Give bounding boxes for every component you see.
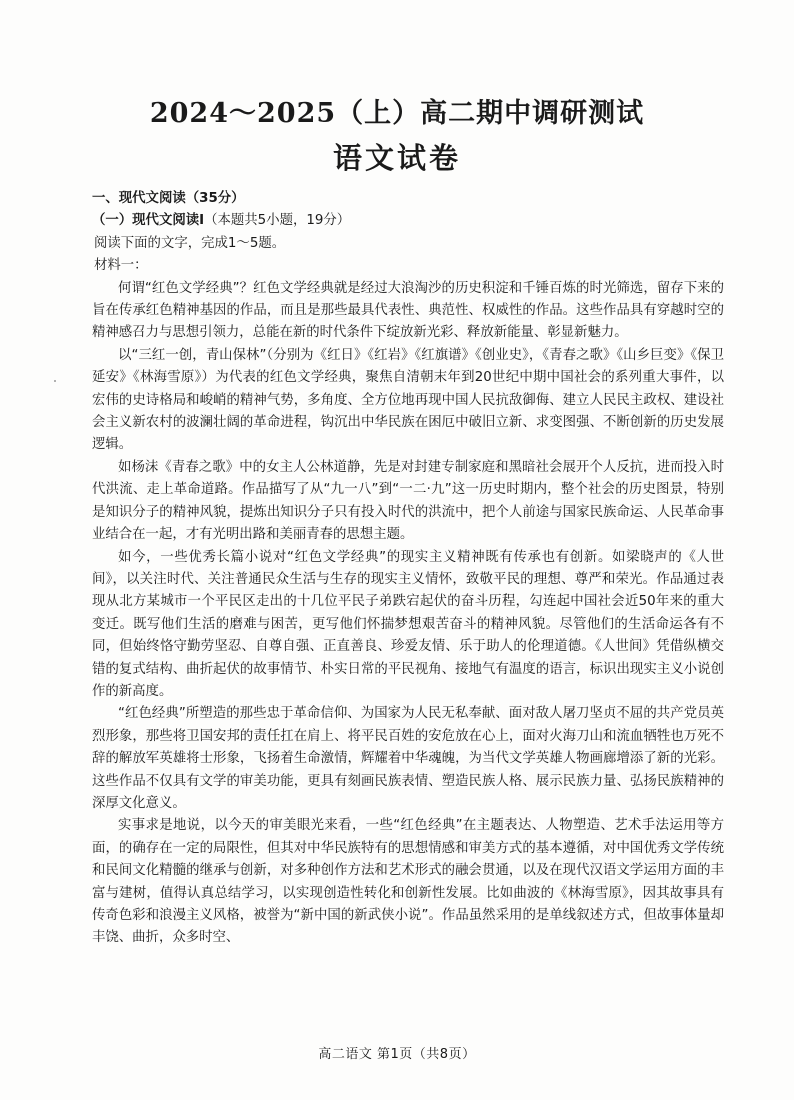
paragraph-6: 实事求是地说，以今天的审美眼光来看，一些“红色经典”在主题表达、人物塑造、艺术手法运用等方面，的确存在一定的局限性，但其对中华民族特有的思想情感和审美方式的基本遵循，对中国优秀文学传统和民间文化精髓的继承与创新，对多种创作方法和艺术形式的融会贯通，以及在现代汉语文学运用方面的丰富与建树，值得认真总结学习，以实现创造性转化和创新性发展。比如曲波的《林海雪原》，因其故事具有传奇色彩和浪漫主义风格，被誉为“新中国的新武侠小说”。作品虽然采用的是单线叙述方式，但故事体量却丰饶、曲折，众多时空、	[92, 818, 724, 946]
paragraph-5: “红色经典”所塑造的那些忠于革命信仰、为国家为人民无私奉献、面对敌人屠刀坚贞不屈的共产党员英烈形象，那些将卫国安邦的责任扛在肩上、将平民百姓的安危放在心上，面对火海刀山和流血牺牲也万死不辞的解放军英雄将士形象，飞扬着生命激情，辉耀着中华魂魄，为当代文学英雄人物画廊增添了新的光彩。这些作品不仅具有文学的审美功能，更具有刻画民族表情、塑造民族人格、展示民族力量、弘扬民族精神的深厚文化意义。	[92, 706, 724, 811]
exam-subtitle: 语文试卷	[332, 141, 461, 175]
material-label: 材料一：	[94, 258, 148, 274]
paragraph-4: 如今，一些优秀长篇小说对“红色文学经典”的现实主义精神既有传承也有创新。如梁晓声的《人世间》，以关注时代、关注普通民众生活与生存的现实主义情怀，致敬平民的理想、尊严和荣光。作品通过表现从北方某城市一个平民区走出的十几位平民子弟跌宕起伏的奋斗历程，勾连起中国社会近50年来的重大变迁。既写他们生活的磨难与困苦，更写他们怀揣梦想艰苦奋斗的精神风貌。尽管他们的生活命运各有不同，但始终恪守勤劳坚忍、自尊自强、正直善良、珍爱友情、乐于助人的伦理道德。《人世间》凭借纵横交错的复式结构、曲折起伏的故事情节、朴实日常的平民视角、接地气有温度的语言，标识出现实主义小说创作的新高度。	[92, 549, 724, 699]
subsection-heading	[92, 210, 724, 232]
scan-mark	[54, 380, 56, 382]
exam-title: 2024～2025（上）高二期中调研测试	[149, 98, 645, 129]
page-footer: 高二语文 第1页（共8页）	[318, 1047, 476, 1062]
subsection-title: （一）现代文阅读Ⅰ	[92, 213, 205, 229]
paragraph-3: 如杨沫《青春之歌》中的女主人公林道静，先是对封建专制家庭和黑暗社会展开个人反抗，进而投入时代洪流、走上革命道路。作品描写了从“九一八”到“一二·九”这一历史时期内，整个社会的历史图景，特别是知识分子的精神风貌，提炼出知识分子只有投入时代的洪流中，把个人前途与国家民族命运、人民革命事业结合在一起，才有光明出路和美丽青春的思想主题。	[92, 459, 724, 543]
exam-body	[92, 188, 724, 950]
reading-instruction: 阅读下面的文字，完成1～5题。	[94, 235, 286, 251]
subsection-note: （本题共5小题，19分）	[204, 213, 351, 229]
section-heading: 一、现代文阅读（35分）	[92, 191, 245, 206]
paragraph-1: 何谓“红色文学经典”？红色文学经典就是经过大浪淘沙的历史积淀和千锤百炼的时光筛选，留存下来的旨在传承红色精神基因的作品，而且是那些最具代表性、典范性、权威性的作品。这些作品具有穿越时空的精神感召力与思想引领力，总能在新的时代条件下绽放新光彩、释放新能量、彰显新魅力。	[92, 280, 724, 341]
paragraph-2: 以“三红一创，青山保林”（分别为《红日》《红岩》《红旗谱》《创业史》，《青春之歌》《山乡巨变》《保卫延安》《林海雪原》）为代表的红色文学经典，聚焦自清朝末年到20世纪中期中国社会的系列重大事件，以宏伟的史诗格局和峻峭的精神气势，多角度、全方位地再现中国人民抗敌御侮、建立人民民主政权、建设社会主义新农村的波澜壮阔的革命进程，钩沉出中华民族在困厄中破旧立新、求变图强、不断创新的历史发展逻辑。	[92, 347, 724, 453]
